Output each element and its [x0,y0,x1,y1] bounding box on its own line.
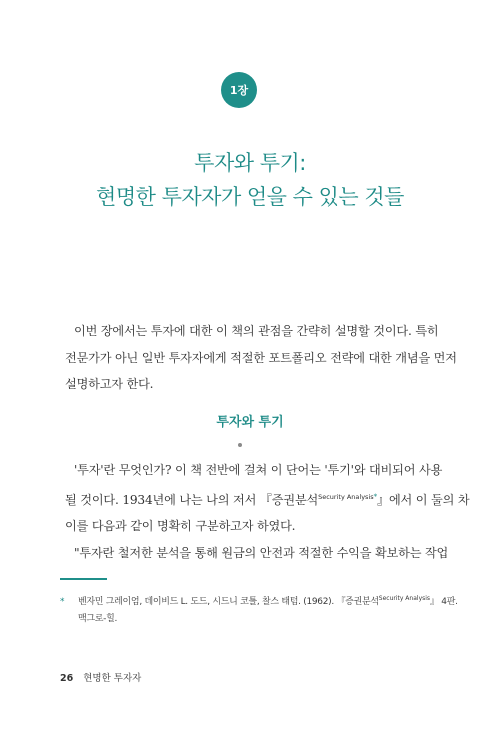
page-footer [60,670,141,684]
body-line: 이를 다음과 같이 명확히 구분하고자 하였다. [65,519,296,533]
body-superscript: Security Analysis [318,492,374,501]
footnote-text: 벤자민 그레이엄, 데이비드 L. 도드, 시드니 코틀, 찰스 태텀. (1962). 『증권분석 [78,597,379,607]
intro-line: 이번 장에서는 투자에 대한 이 책의 관점을 간략히 설명할 것이다. 특히 [74,324,439,338]
footnote-line [60,590,458,611]
footnote-text: 』 4판. [430,597,458,607]
body-text: 될 것이다. 1934년에 나는 나의 저서 『증권분석 [65,492,319,507]
chapter-title [0,146,500,214]
section-divider-dot [238,443,242,447]
intro-paragraph [65,318,457,398]
chapter-title-line-2: 현명한 투자자가 얻을 수 있는 것들 [96,185,404,209]
chapter-title-line-1: 투자와 투기: [194,151,306,175]
body-line: "투자란 철저한 분석을 통해 원금의 안전과 적절한 수익을 확보하는 작업 [74,545,449,560]
intro-line: 설명하고자 한다. [65,377,154,391]
intro-line: 전문가가 아닌 일반 투자자에게 적절한 포트폴리오 전략에 대한 개념을 먼저 [65,350,457,365]
running-title: 현명한 투자자 [83,673,142,684]
footnote-bullet: * [60,597,65,607]
section-heading: 투자와 투기 [216,415,284,430]
footnote-superscript: Security Analysis [378,595,431,602]
page-number: 26 [60,673,74,684]
body-paragraph [65,457,470,566]
chapter-badge-label: 1장 [229,84,249,97]
chapter-badge [221,72,257,108]
footnote-rule [60,578,107,580]
footnote-line: 맥그로-힐. [78,614,118,624]
body-line [65,484,470,514]
footnote-marker[interactable]: * [373,492,377,501]
body-line: '투자'란 무엇인가? 이 책 전반에 걸쳐 이 단어는 '투기'와 대비되어 사용 [74,463,443,477]
body-text: 』에서 이 둘의 차 [376,492,470,507]
footnote [60,590,458,628]
